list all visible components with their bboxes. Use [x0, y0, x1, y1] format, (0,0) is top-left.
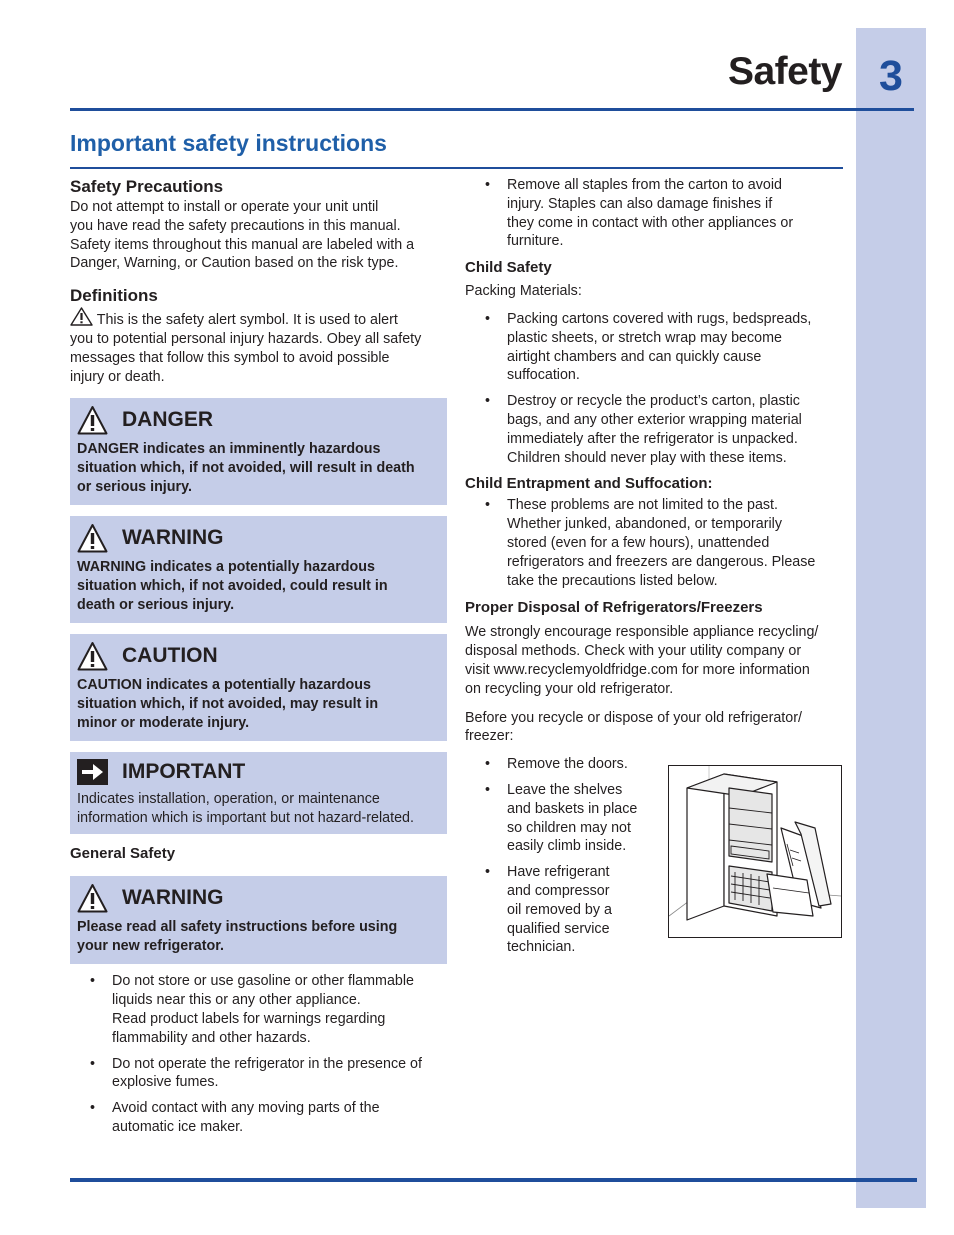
important-text: Indicates installation, operation, or maintenance information which is important but not hazard-related. — [77, 791, 414, 827]
chapter-side-tab — [856, 28, 926, 1208]
list-item: • Remove the doors. — [465, 755, 665, 774]
page-title: Safety — [727, 50, 842, 93]
header-rule — [70, 108, 914, 111]
child-entrapment-heading: Child Entrapment and Suffocation: — [465, 475, 713, 493]
list-item: • Packing cartons covered with rugs, bedspreads, plastic sheets, or stretch wrap may become airtight chambers and can quickly cause suffocation. — [465, 310, 845, 385]
list-item: • Remove all staples from the carton to avoid injury. Staples can also damage finishes if they come in contact with other appliances or furniture. — [465, 176, 845, 251]
important-box — [70, 752, 447, 834]
warning-triangle-icon — [77, 883, 108, 914]
list-item: • Leave the shelves and baskets in place so children may not easily climb inside. — [465, 781, 665, 856]
general-safety-list — [70, 972, 447, 1136]
arrow-right-icon — [77, 759, 108, 785]
general-warning-label: WARNING — [122, 886, 224, 910]
footer-rule — [70, 1178, 917, 1182]
important-label: IMPORTANT — [122, 760, 246, 784]
general-warning-text: Please read all safety instructions before using your new refrigerator. — [77, 919, 398, 955]
child-safety-heading: Child Safety — [465, 259, 552, 277]
warning-text: WARNING indicates a potentially hazardous situation which, if not avoided, could result in death or serious injury. — [77, 559, 388, 613]
list-item: • Have refrigerant and compressor oil removed by a qualified service technician. — [465, 863, 665, 957]
safety-precautions-text: Do not attempt to install or operate your unit until you have read the safety precautions in this manual. Safety items throughout this manual are labeled with a Danger, Warning, or Caution based on the risk type. — [70, 199, 415, 272]
general-safety-heading: General Safety — [70, 845, 176, 863]
child-entrapment-list — [465, 496, 845, 590]
caution-text: CAUTION indicates a potentially hazardous situation which, if not avoided, may result in minor or moderate injury. — [77, 677, 379, 731]
refrigerator-illustration-icon — [669, 766, 841, 937]
danger-label: DANGER — [122, 408, 214, 432]
section-title: Important safety instructions — [70, 130, 387, 156]
packing-materials-label: Packing Materials: — [465, 283, 582, 300]
disposal-heading: Proper Disposal of Refrigerators/Freezers — [465, 599, 763, 617]
left-column — [70, 176, 447, 1144]
page-number: 3 — [879, 52, 903, 100]
disposal-paragraph: We strongly encourage responsible appliance recycling/ disposal methods. Check with your utility company or visit www.recyclemyoldfridge.com for more information on recycling your old refrigerator. — [465, 624, 819, 697]
child-safety-list — [465, 310, 845, 467]
safety-precautions-heading: Safety Precautions — [70, 177, 224, 196]
list-item: • Destroy or recycle the product’s carton, plastic bags, and any other exterior wrapping material immediately after the refrigerator is unpacked. Children should never play with these items. — [465, 392, 845, 467]
list-item: • These problems are not limited to the past. Whether junked, abandoned, or temporarily stored (even for a few hours), unattended refrigerators and freezers are dangerous. Please take the precautions listed below. — [465, 496, 845, 590]
warning-triangle-icon — [77, 405, 108, 436]
warning-triangle-icon — [77, 641, 108, 672]
list-item: • Do not operate the refrigerator in the presence of explosive fumes. — [70, 1055, 447, 1093]
caution-box — [70, 634, 447, 741]
danger-text: DANGER indicates an imminently hazardous situation which, if not avoided, will result in death or serious injury. — [77, 441, 415, 495]
disposal-list — [465, 755, 665, 957]
warning-box — [70, 516, 447, 623]
definitions-heading: Definitions — [70, 286, 158, 306]
danger-box — [70, 398, 447, 505]
list-item: • Avoid contact with any moving parts of the automatic ice maker. — [70, 1099, 447, 1137]
list-item: • Do not store or use gasoline or other flammable liquids near this or any other appliance. Read product labels for warnings regarding flammability and other hazards. — [70, 972, 447, 1047]
warning-label: WARNING — [122, 526, 224, 550]
before-recycle-paragraph: Before you recycle or dispose of your old refrigerator/ freezer: — [465, 709, 802, 745]
caution-label: CAUTION — [122, 644, 218, 668]
safety-alert-symbol-icon — [70, 307, 93, 326]
refrigerator-doors-removed-illustration — [668, 765, 842, 938]
staples-list — [465, 176, 845, 251]
section-rule — [70, 167, 843, 169]
warning-triangle-icon — [77, 523, 108, 554]
definitions-text: This is the safety alert symbol. It is used to alert you to potential personal injury hazards. Obey all safety messages that follow this symbol to avoid possible injury or death. — [70, 307, 447, 386]
general-warning-box — [70, 876, 447, 964]
